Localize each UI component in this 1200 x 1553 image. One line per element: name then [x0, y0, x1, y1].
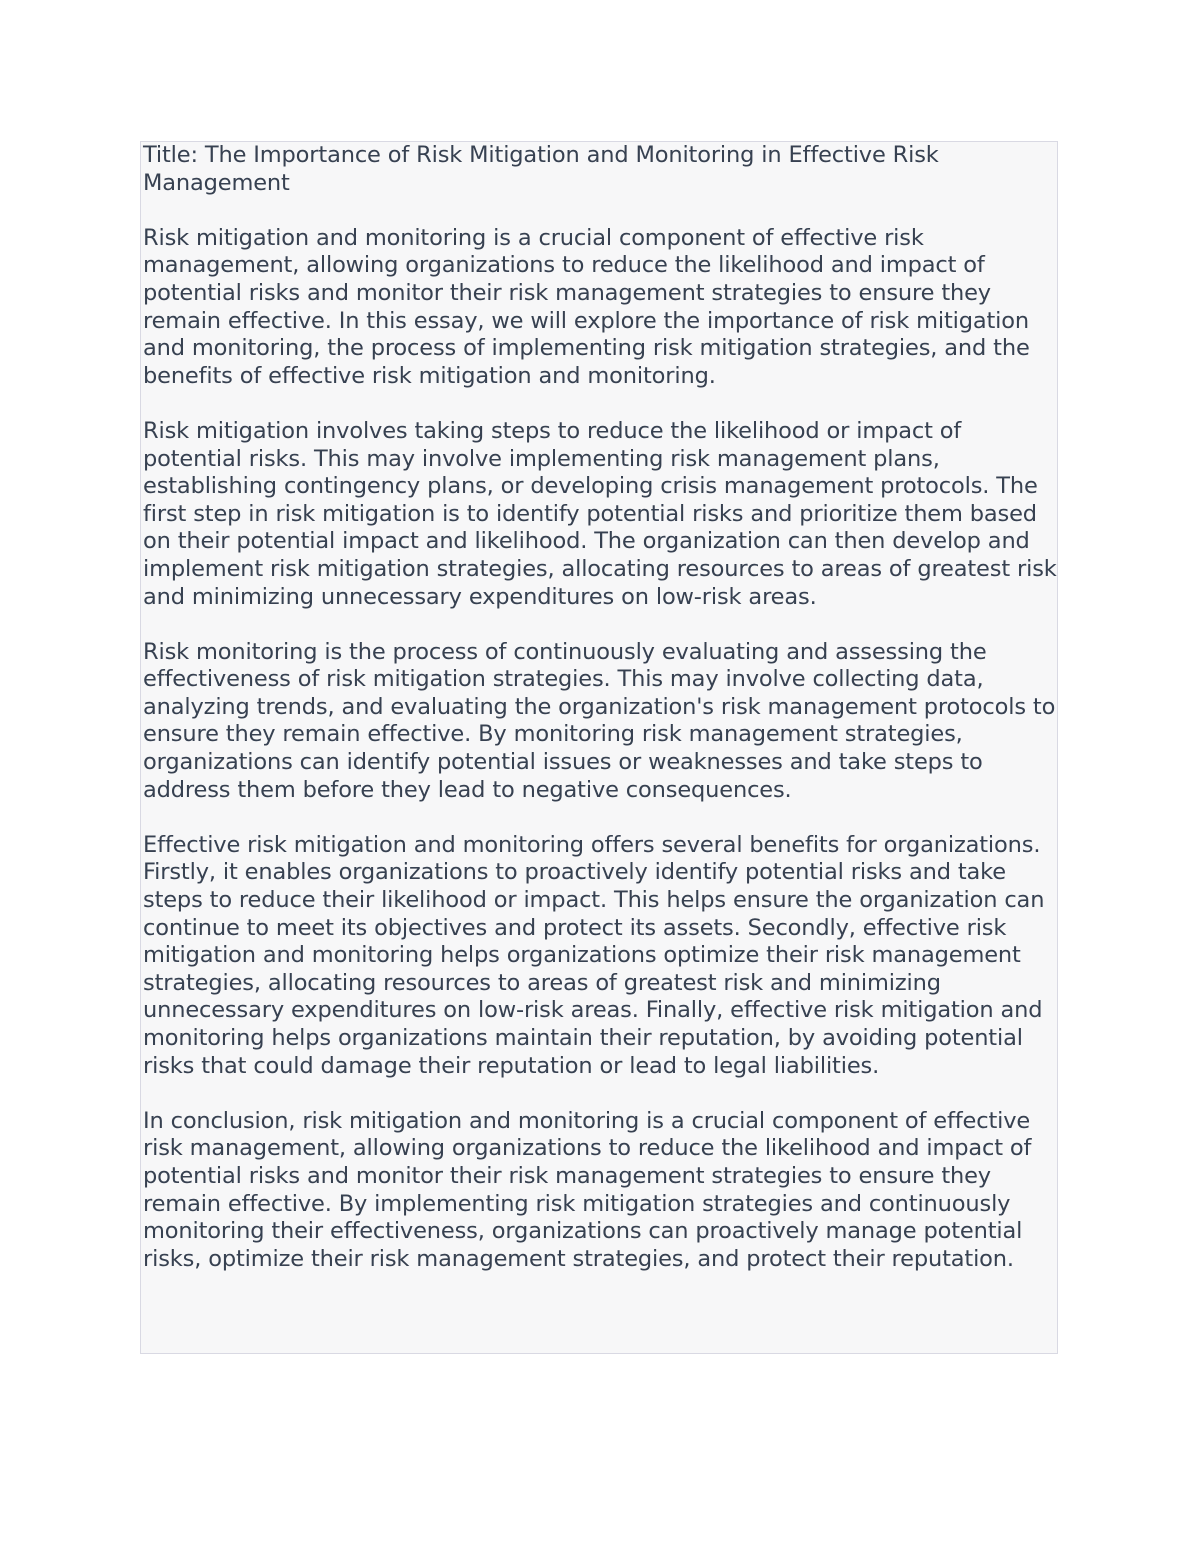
paragraph-spacer — [143, 1080, 1057, 1108]
essay-paragraph-benefits: Effective risk mitigation and monitoring offers several benefits for organizations. Firstly, it enables organizations to proactively identify potential risks and take steps to reduce their likelihood or impact. This helps ensure the organization can continue to meet its objectives and protect its assets. Secondly, effective risk mitigation and monitoring helps organizations optimize their risk management strategies, allocating resources to areas of greatest risk and minimizing unnecessary expenditures on low-risk areas. Finally, effective risk mitigation and monitoring helps organizations maintain their reputation, by avoiding potential risks that could damage their reputation or lead to legal liabilities. — [143, 831, 1052, 1079]
essay-text-box — [140, 141, 1064, 1354]
paragraph-spacer — [143, 804, 1057, 832]
essay-paragraph-intro: Risk mitigation and monitoring is a crucial component of effective risk management, allowing organizations to reduce the likelihood and impact of potential risks and monitor their risk management strategies to ensure they remain effective. In this essay, we will explore the importance of risk mitigation and monitoring, the process of implementing risk mitigation strategies, and the benefits of effective risk mitigation and monitoring. — [143, 224, 1037, 389]
essay-paragraph-mitigation: Risk mitigation involves taking steps to reduce the likelihood or impact of potential risks. This may involve implementing risk management plans, establishing contingency plans, or developing crisis management protocols. The first step in risk mitigation is to identify potential risks and prioritize them based on their potential impact and likelihood. The organization can then develop and implement risk mitigation strategies, allocating resources to areas of greatest risk and minimizing unnecessary expenditures on low-risk areas. — [143, 417, 1064, 610]
essay-paragraph-monitoring: Risk monitoring is the process of continuously evaluating and assessing the effectiveness of risk mitigation strategies. This may involve collecting data, analyzing trends, and evaluating the organization's risk management protocols to ensure they remain effective. By monitoring risk management strategies, organizations can identify potential issues or weaknesses and take steps to address them before they lead to negative consequences. — [143, 638, 1063, 803]
paragraph-spacer — [143, 611, 1057, 639]
paragraph-spacer — [143, 390, 1057, 418]
essay-title: Title: The Importance of Risk Mitigation and Monitoring in Effective Risk Management — [143, 142, 946, 196]
essay-paragraph-conclusion: In conclusion, risk mitigation and monitoring is a crucial component of effective risk management, allowing organizations to reduce the likelihood and impact of potential risks and monitor their risk management strategies to ensure they remain effective. By implementing risk mitigation strategies and continuously monitoring their effectiveness, organizations can proactively manage potential risks, optimize their risk management strategies, and protect their reputation. — [143, 1107, 1039, 1272]
paragraph-spacer — [143, 197, 1057, 225]
